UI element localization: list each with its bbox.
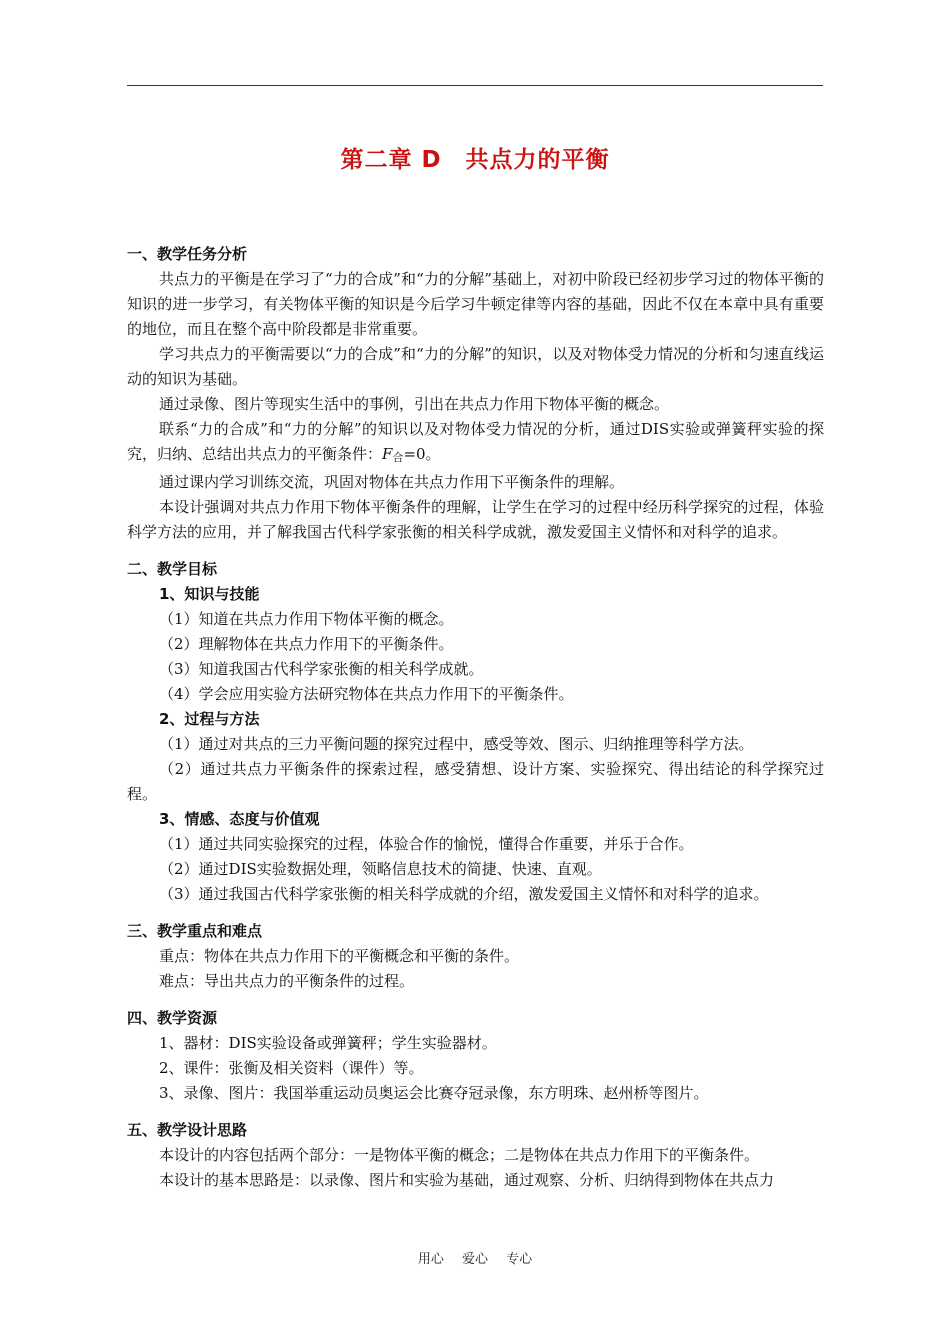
list-item: （1）知道在共点力作用下物体平衡的概念。 [159,610,454,628]
formula-subscript: 合 [392,451,404,464]
subsection-heading: 3、情感、态度与价值观 [159,810,320,828]
list-item: （4）学会应用实验方法研究物体在共点力作用下的平衡条件。 [159,685,574,703]
paragraph: 学习共点力的平衡需要以“力的合成”和“力的分解”的知识，以及对物体受力情况的分析和匀速直线运动的知识为基础。 [127,345,824,388]
paragraph: 本设计强调对共点力作用下物体平衡条件的理解，让学生在学习的过程中经历科学探究的过程，体验科学方法的应用，并了解我国古代科学家张衡的相关科学成就，激发爱国主义情怀和对科学的追求。 [127,498,824,541]
section-heading: 三、教学重点和难点 [127,922,263,940]
formula-variable: F [382,445,393,463]
list-item: 3、录像、图片：我国举重运动员奥运会比赛夺冠录像，东方明珠、赵州桥等图片。 [159,1084,709,1102]
section-objectives [127,557,824,907]
list-item: 难点：导出共点力的平衡条件的过程。 [159,972,415,990]
subsection-heading: 1、知识与技能 [159,585,260,603]
list-item: 1、器材：DIS实验设备或弹簧秤；学生实验器材。 [159,1034,497,1052]
section-task-analysis [127,242,824,545]
list-item: （2）通过共点力平衡条件的探索过程，感受猜想、设计方案、实验探究、得出结论的科学探究过程。 [127,760,824,803]
list-item: 本设计的基本思路是：以录像、图片和实验为基础，通过观察、分析、归纳得到物体在共点力 [159,1171,775,1189]
formula-tail: =0。 [403,445,441,463]
paragraph: 通过录像、图片等现实生活中的事例，引出在共点力作用下物体平衡的概念。 [159,395,670,413]
list-item: （3）知道我国古代科学家张衡的相关科学成就。 [159,660,484,678]
header-rule [127,85,823,86]
section-heading: 一、教学任务分析 [127,245,248,263]
paragraph-text: 联系“力的合成”和“力的分解”的知识以及对物体受力情况的分析，通过DIS实验或弹簧秤实验的探究，归纳、总结出共点力的平衡条件： [127,420,824,463]
section-key-points [127,919,824,994]
section-design-approach [127,1118,824,1193]
page-title: 第二章 D 共点力的平衡 [340,147,610,173]
list-item: 重点：物体在共点力作用下的平衡概念和平衡的条件。 [159,947,520,965]
paragraph: 通过课内学习训练交流，巩固对物体在共点力作用下平衡条件的理解。 [159,473,625,491]
list-item: 2、课件：张衡及相关资料（课件）等。 [159,1059,424,1077]
section-heading: 二、教学目标 [127,560,218,578]
subsection-heading: 2、过程与方法 [159,710,260,728]
list-item: （3）通过我国古代科学家张衡的相关科学成就的介绍，激发爱国主义情怀和对科学的追求。 [159,885,769,903]
list-item: （1）通过对共点的三力平衡问题的探究过程中，感受等效、图示、归纳推理等科学方法。 [159,735,754,753]
section-heading: 五、教学设计思路 [127,1121,248,1139]
list-item: （2）理解物体在共点力作用下的平衡条件。 [159,635,454,653]
list-item: 本设计的内容包括两个部分：一是物体平衡的概念；二是物体在共点力作用下的平衡条件。 [159,1146,760,1164]
page-footer: 用心 爱心 专心 [417,1252,533,1267]
section-heading: 四、教学资源 [127,1009,218,1027]
list-item: （1）通过共同实验探究的过程，体验合作的愉悦，懂得合作重要，并乐于合作。 [159,835,694,853]
list-item: （2）通过DIS实验数据处理，领略信息技术的简捷、快速、直观。 [159,860,602,878]
paragraph: 共点力的平衡是在学习了“力的合成”和“力的分解”基础上，对初中阶段已经初步学习过的物体平衡的知识的进一步学习，有关物体平衡的知识是今后学习牛顿定律等内容的基础，因此不仅在本章中具有重要的地位，而且在整个高中阶段都是非常重要。 [127,270,824,338]
formula-paragraph [127,417,824,470]
document-body [127,242,824,1205]
section-resources [127,1006,824,1106]
